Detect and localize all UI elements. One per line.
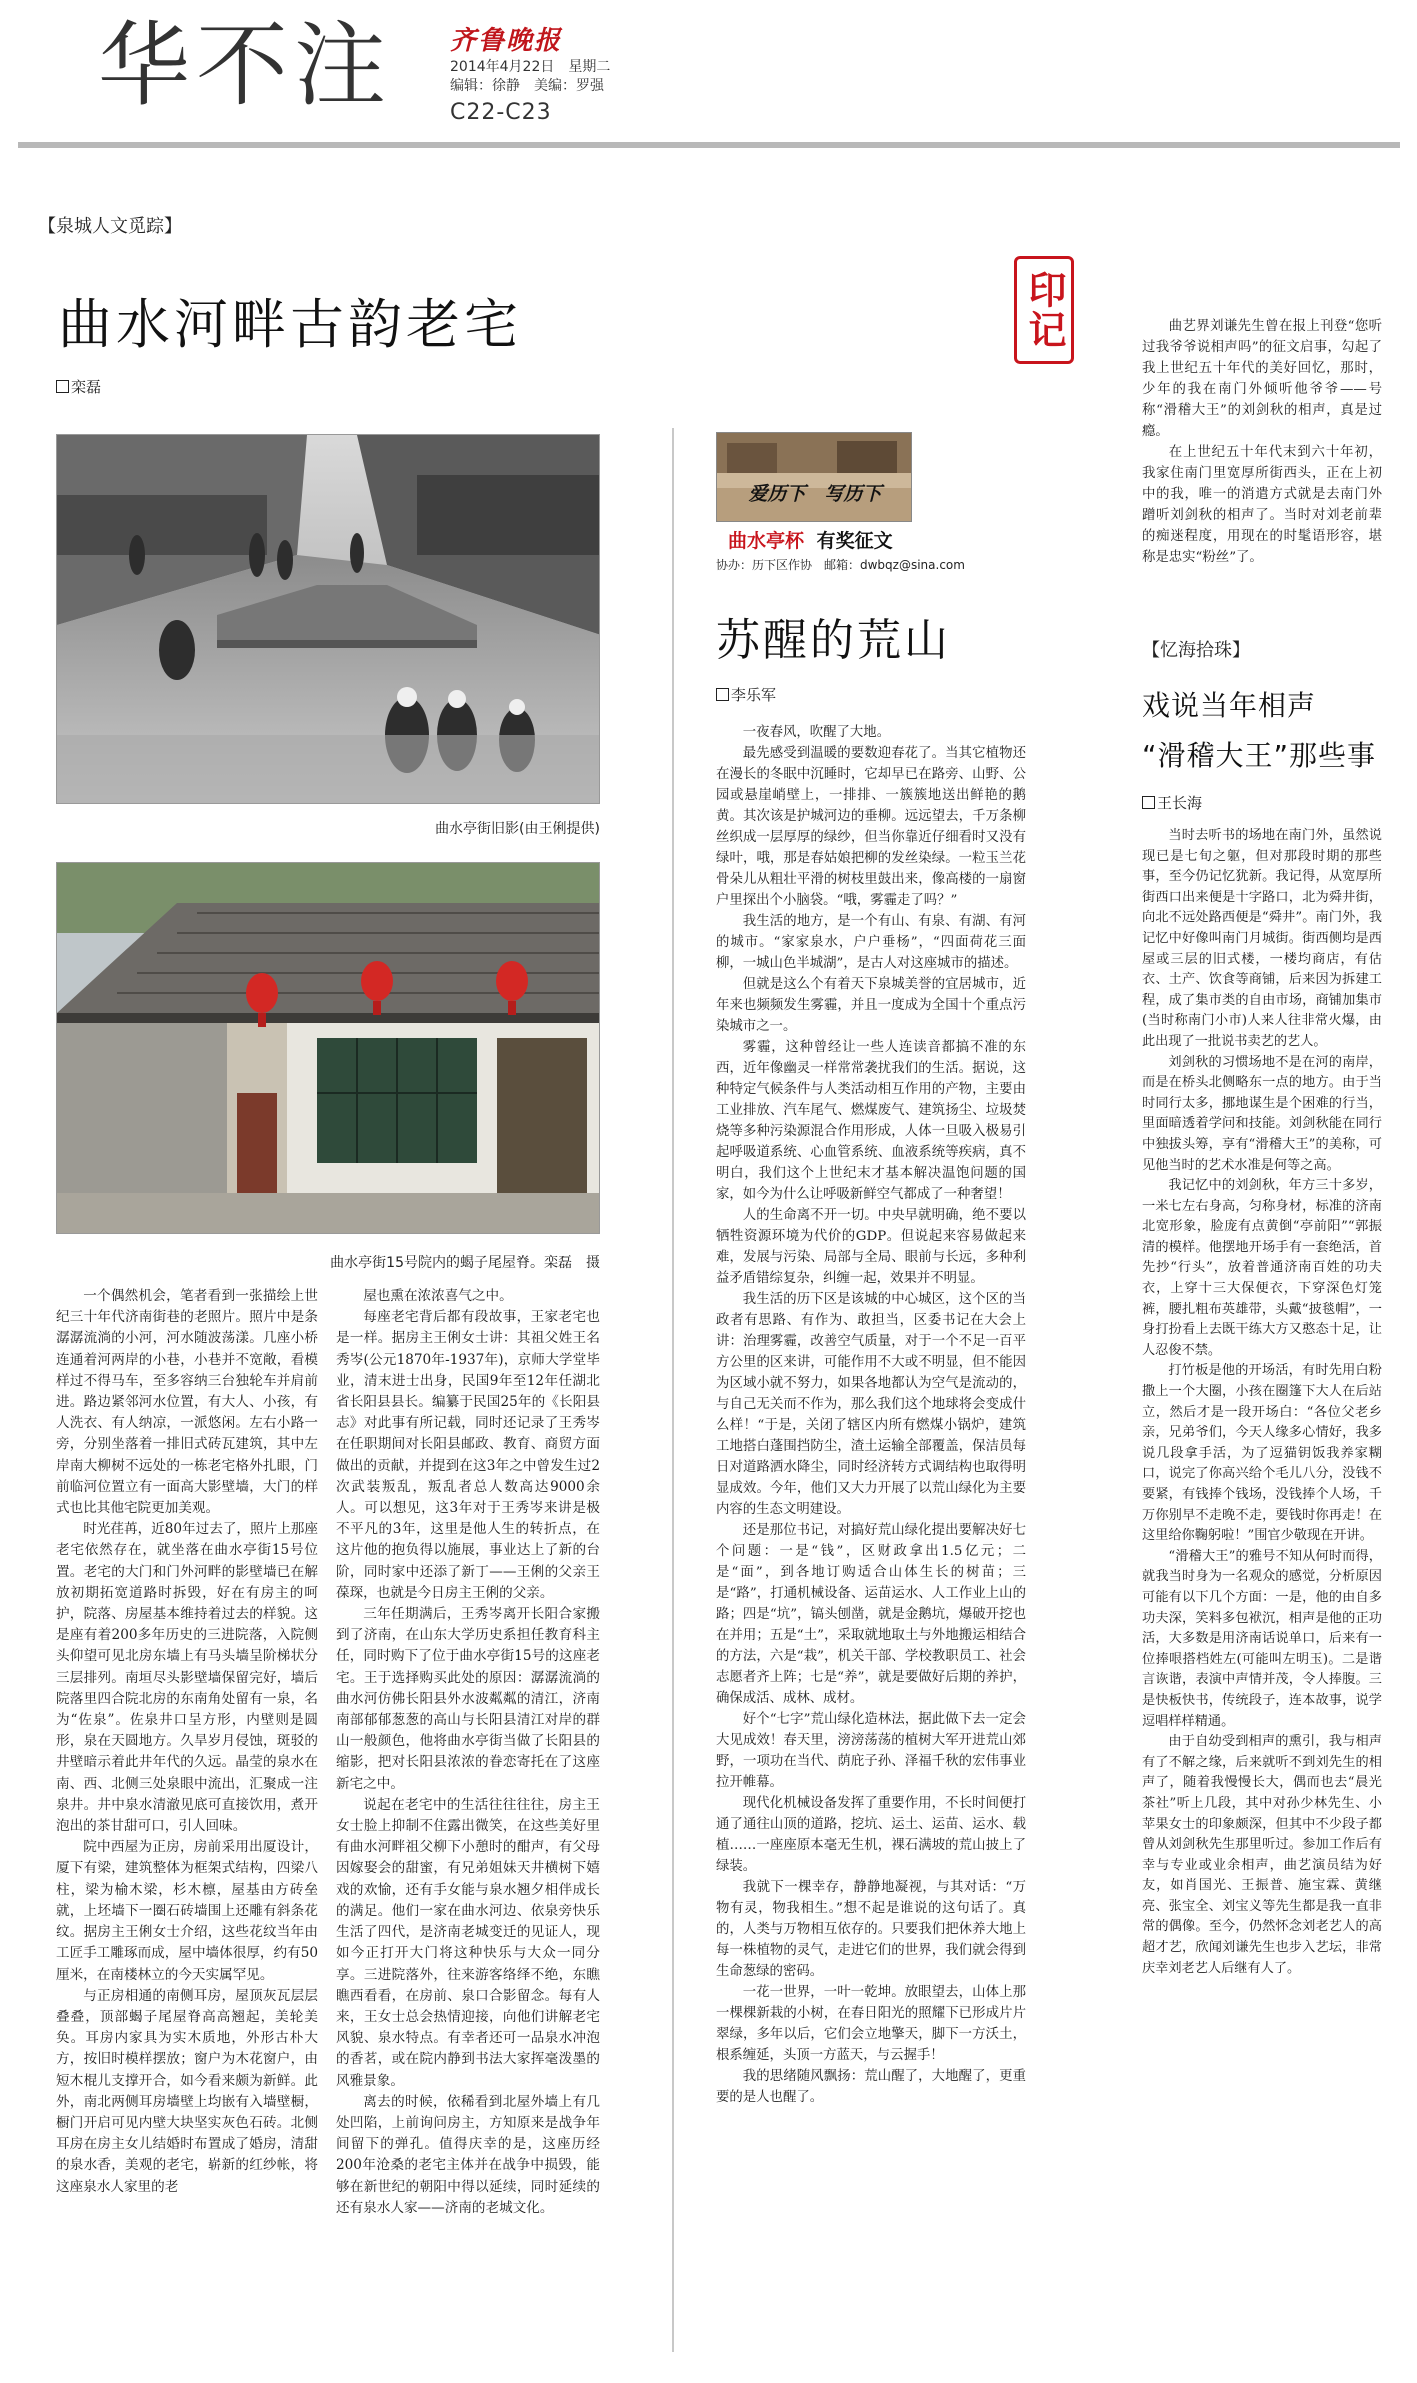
contest-title (728, 526, 893, 553)
article2-title: 苏醒的荒山 (716, 615, 951, 666)
page-numbers: C22-C23 (450, 100, 552, 125)
article3-column-tag: 【忆海拾珠】 (1142, 640, 1250, 661)
article3-paragraph: 我记忆中的刘剑秋，年方三十多岁，一米七左右身高，匀称身材，标准的济南北宽形象，脸庞有点黄倒“亭前阳”“郭振清的模样。他摆地开场手有一套绝活，首先抄“行头”，放着普通济南百姓的功夫衣，上穿十三大保便衣，下穿深色灯笼裤，腰扎粗布英雄带，头戴“披毯帽”，一身打扮看上去既干练大方又憨态十足，让人忍俊不禁。 (1142, 1178, 1382, 1358)
designer-credit: 美编：罗强 (534, 78, 604, 94)
editor-credit: 编辑：徐静 (450, 78, 520, 94)
article1-col2-paragraph: 三年任期满后，王秀岑离开长阳合家搬到了济南，在山东大学历史系担任教育科主任，同时购下了位于曲水亭街15号的这座老宅。王于选择购买此处的原因：潺潺流淌的曲水河仿佛长阳县外水波粼粼的清江，济南南部郁郁葱葱的高山与长阳县清江对岸的群山一般颜色，他将曲水亭街当做了长阳县的缩影，把对长阳县浓浓的眷恋寄托在了这座新宅之中。 (336, 1606, 600, 1792)
article3-intro-paragraph: 在上世纪五十年代末到六十年初，我家住南门里宽厚所街西头，正在上初中的我，唯一的消遣方式就是去南门外蹭听刘剑秋的相声了。当时对刘老前辈的痴迷程度，用现在的时髦语形容，堪称是忠实“粉丝”了。 (1142, 445, 1382, 565)
article3-paragraph: “滑稽大王”的雅号不知从何时而得，就我当时身为一名观众的感觉，分析原因可能有以下几个方面：一是，他的由自多功夫深，笑料多包袱沉，相声是他的正功活，大多数是用济南话说单口，后来有一位捧哏搭档姓左(可能叫左明玉)。二是谐言诙谐，表演中声情并茂，令人捧腹。三是快板快书，传统段子，连本故事，说学逗唱样样精通。 (1142, 1548, 1382, 1729)
article3-column-1 (1142, 826, 1382, 2352)
contest-slogan: 爱历下 写历下 (748, 483, 882, 505)
old-street-photo-image (57, 435, 600, 804)
article1-col1-paragraph: 院中西屋为正房，房前采用出厦设计，厦下有梁，建筑整体为框架式结构，四梁八柱，梁为榆木梁，杉木檩，屋基由方砖垒就，上坯墙下一圈石砖墙围上还雕有斜条花纹。据房主王俐女士介绍，这些花纹当年由工匠手工雕琢而成，屋中墙体很厚，约有50厘米，在南楼林立的今天实属罕见。 (56, 1839, 318, 1983)
section-title: 华不注 (98, 12, 393, 119)
article3-paragraph: 刘剑秋的习惯场地不是在河的南岸，而是在桥头北侧略东一点的地方。由于当时同行太多，挪地谋生是个困难的行当，里面暗透着学问和技能。刘剑秋能在同行中独拔头筹，享有“滑稽大王”的美称，可见他当时的艺术水准是何等之高。 (1142, 1054, 1382, 1173)
article1-col2-paragraph: 屋也熏在浓浓喜气之中。 (363, 1288, 513, 1304)
article1-byline: 栾磊 (56, 376, 101, 397)
article2-paragraph: 人的生命离不开一切。中央早就明确，绝不要以牺牲资源环境为代价的GDP。但说起来容易做起来难，发展与污染、局部与全局、眼前与长远，多种利益矛盾错综复杂，纠缠一起，效果并不明显。 (716, 1208, 1026, 1286)
article2-paragraph: 我生活的地方，是一个有山、有泉、有湖、有河的城市。“家家泉水，户户垂杨”，“四面荷花三面柳，一城山色半城湖”，是古人对这座城市的描述。 (716, 914, 1026, 971)
contest-banner-image (717, 433, 912, 522)
article3-intro-paragraph: 曲艺界刘谦先生曾在报上刊登“您听过我爷爷说相声吗”的征文启事，勾起了我上世纪五十年代的美好回忆，那时，少年的我在南门外倾听他爷爷——号称“滑稽大王”的刘剑秋的相声，真是过瘾。 (1142, 319, 1382, 439)
column-divider (672, 428, 674, 2352)
article1-photo-courtyard (56, 862, 600, 1234)
article3-paragraph: 打竹板是他的开场活，有时先用白粉撒上一个大圈，小孩在圈篷下大人在后站立，然后才是一段开场白：“各位父老乡亲，兄弟爷们，今天人缘多心情好，我多说几段拿手活，为了逗猫钥饭我养家糊口，说完了你高兴给个毛儿八分，没钱不要紧，有钱捧个钱场，没钱捧个人场，千万你别早不走晚不走，要钱时你再走！在这里给你鞠躬啦！”围官少敬现在开讲。 (1142, 1363, 1382, 1544)
article2-byline: 李乐军 (716, 684, 776, 705)
article2-paragraph: 一夜春风，吹醒了大地。 (742, 725, 891, 740)
article1-col1-paragraph: 一个偶然机会，笔者看到一张描绘上世纪三十年代济南街巷的老照片。照片中是条潺潺流淌的小河，河水随波荡漾。几座小桥连通着河两岸的小巷，小巷并不宽敞，看模样过不得马车，至多容纳三台独轮车并肩前进。路边紧邻河水位置，有大人、小孩，有人洗衣、有人纳凉，一派悠闲。左右小路一旁，分别坐落着一排旧式砖瓦建筑，其中左岸南大柳树不远处的一栋老宅格外扎眼，门前临河位置立有一面高大影壁墙，大门的样式也比其他宅院更加美观。 (56, 1288, 318, 1517)
stamp-text: 印记 (1022, 270, 1067, 350)
article2-paragraph: 还是那位书记，对搞好荒山绿化提出要解决好七个问题：一是“钱”，区财政拿出1.5亿元；二是“面”，到各地订购适合山体生长的树苗；三是“路”，打通机械设备、运苗运水、人工作业上山的路；四是“坑”，镐头刨凿，就是金鹅坑，爆破开挖也在并用；五是“土”，采取就地取土与外地搬运相结合的方法，六是“栽”，机关干部、学校教职员工、社会志愿者齐上阵；七是“养”，就是要做好后期的养护，确保成活、成林、成材。 (716, 1523, 1026, 1706)
article1-col1-paragraph: 时光荏苒，近80年过去了，照片上那座老宅依然存在，就坐落在曲水亭街15号位置。老宅的大门和门外河畔的影壁墙已在解放初期拓宽道路时拆毁，好在有房主的呵护，院落、房屋基本维持着过去的样貌。这是座有着200多年历史的三进院落，入院侧头仰望可见北房东墙上有马头墙呈阶梯状分三层排列。南垣尽头影壁墙保留完好，墙后院落里四合院北房的东南角处留有一泉，名为“佐泉”。佐泉井口呈方形，内壁则是圆形，泉在天圆地方。久旱岁月侵蚀，斑驳的井壁暗示着此井年代的久远。晶莹的泉水在南、西、北侧三处泉眼中流出，汇聚成一注泉井。井中泉水清澈见底可直接饮用，煮开泡出的茶甘甜可口，引人回味。 (56, 1521, 318, 1835)
article2-paragraph: 我生活的历下区是该城的中心城区，这个区的当政者有思路、有作为、敢担当，区委书记在大会上讲：治理雾霾，改善空气质量，对于一个不足一百平方公里的区来讲，可能作用不大或不明显，但不能因为区域小就不努力，如果各地都认为空气是流动的，与自己无关而不作为，那么我们这个地球将会变成什么样！“于是，关闭了辖区内所有燃煤小锅炉，建筑工地搭白蓬围挡防尘，渣土运输全部覆盖，保洁员每日对道路洒水降尘，同时经济转方式调结构也取得明显成效。今年，他们又大力开展了以荒山绿化为主要内容的生态文明建设。 (716, 1292, 1026, 1517)
contest-suffix: 有奖征文 (816, 530, 893, 552)
article1-col2-paragraph: 说起在老宅中的生活往往往往，房主王女士脸上抑制不住露出微笑，在这些美好里有曲水河畔祖父柳下小憩时的酣声，有父母因嫁娶会的甜蜜，有兄弟姐妹天井横树下嬉戏的欢愉，还有手女能与泉水翘夕相伴成长的满足。他们一家在曲水河边、依泉旁快乐生活了四代，是济南老城变迁的见证人，现如今正打开大门将这种快乐与大众一同分享。三进院落外，往来游客络绎不绝，东瞧瞧西看看，在房前、泉口合影留念。每有人来，王女士总会热情迎接，向他们讲解老宅风貌、泉水特点。有幸者还可一品泉水冲泡的香茗，或在院内静到书法大家挥毫泼墨的风雅景象。 (336, 1796, 600, 2089)
article3-byline: 王长海 (1142, 792, 1202, 813)
article3-title-line1: 戏说当年相声 (1142, 689, 1317, 722)
issue-weekday: 星期二 (568, 59, 611, 75)
contest-banner (716, 432, 912, 522)
article1-col1-paragraph: 与正房相通的南侧耳房，屋顶灰瓦层层叠叠，顶部蝎子尾屋脊高高翘起，美轮美奂。耳房内家具为实木质地，外形古朴大方，按旧时模样摆放；窗户为木花窗户，由短木棍儿支撑开合，如今看来颇为新鲜。此外，南北两侧耳房墙壁上均嵌有入墙壁橱，橱门开启可见内壁大块坚实灰色石砖。北侧耳房在房主女儿结婚时布置成了婚房，清甜的泉水香，美观的老宅，崭新的红纱帐，将这座泉水人家里的老 (56, 1987, 318, 2195)
contest-name: 曲水亭杯 (728, 530, 805, 552)
article2-paragraph: 但就是这么个有着天下泉城美誉的宜居城市，近年来也频频发生雾霾，并且一度成为全国十个重点污染城市之一。 (716, 977, 1026, 1034)
stamp-seal (1014, 256, 1074, 364)
article1-title: 曲水河畔古韵老宅 (58, 293, 522, 356)
article1-col2-paragraph: 离去的时候，依稀看到北屋外墙上有几处凹陷，上前询问房主，方知原来是战争年间留下的弹孔。值得庆幸的是，这座历经200年沧桑的老宅主体并在战争中损毁，能够在新世纪的朝阳中得以延续，同时延续的还有泉水人家——济南的老城文化。 (336, 2093, 600, 2216)
article3-intro (1142, 316, 1382, 616)
issue-date: 2014年4月22日 (450, 59, 555, 75)
courtyard-photo-image (57, 863, 600, 1234)
article2-paragraph: 最先感受到温暖的要数迎春花了。当其它植物还在漫长的冬眠中沉睡时，它却早已在路旁、山野、公园或悬崖峭壁上，一排排、一簇簇地送出鲜艳的鹅黄。其次该是护城河边的垂柳。远远望去，千万条柳丝织成一层厚厚的绿纱，但当你靠近仔细看时又没有绿叶，哦，那是春姑娘把柳的发丝染绿。一粒玉兰花骨朵儿从粗壮平滑的树枝里鼓出来，像高楼的一扇窗户里探出个小脑袋。“哦，雾霾走了吗？” (716, 746, 1026, 908)
article1-column-1 (56, 1286, 318, 2352)
article1-photo1-caption: 曲水亭街旧影(由王俐提供) (435, 821, 600, 837)
article2-paragraph: 我的思绪随风飘扬：荒山醒了，大地醒了，更重要的是人也醒了。 (716, 2069, 1026, 2105)
masthead-rule (18, 142, 1400, 148)
article2-paragraph: 雾霾，这种曾经让一些人连读音都搞不准的东西，近年像幽灵一样常常袭扰我们的生活。据说，这种特定气候条件与人类活动相互作用的产物，主要由工业排放、汽车尾气、燃煤废气、建筑扬尘、垃圾焚烧等多种污染源混合作用形成，人体一旦吸入极易引起呼吸道系统、心血管系统、血液系统等疾病，真不明白，我们这个上世纪末才基本解决温饱问题的国家，如今为什么让呼吸新鲜空气都成了一种奢望！ (716, 1040, 1026, 1202)
article1-photo-old-street (56, 434, 600, 804)
article3-paragraph: 由于自幼受到相声的熏引，我与相声有了不解之缘，后来就听不到刘先生的相声了，随着我慢慢长大，偶而也去“晨光茶社”听上几段，其中对孙少林先生、小苹果女士的印象颇深，但其中不少段子都曾从刘剑秋先生那里听过。参加工作后有幸与专业或业余相声，曲艺演员结为好友，如肖国光、王振普、施宝霖、黄继亮、张宝全、刘宝义等先生都是我一直非常的偶像。至今，仍然怀念刘老艺人的高超才艺，欣闻刘谦先生也步入艺坛，非常庆幸刘老艺人后继有人了。 (1142, 1734, 1382, 1976)
article2-paragraph: 一花一世界，一叶一乾坤。放眼望去，山体上那一棵棵新栽的小树，在春日阳光的照耀下已形成片片翠绿，多年以后，它们会立地擎天，脚下一方沃土，根系缠延，头顶一方蓝天，与云握手！ (716, 1985, 1026, 2063)
article3-title-line2: “滑稽大王”那些事 (1142, 739, 1377, 772)
article1-photo2-caption: 曲水亭街15号院内的蝎子尾屋脊。栾磊 摄 (330, 1255, 600, 1271)
article1-column-tag: 【泉城人文觅踪】 (38, 216, 182, 237)
article2-paragraph: 现代化机械设备发挥了重要作用，不长时间便打通了通往山顶的道路，挖坑、运土、运苗、运水、载植……一座座原本毫无生机，裸石满坡的荒山披上了绿装。 (716, 1796, 1026, 1874)
newspaper-logo: 齐鲁晚报 (450, 26, 563, 56)
article2-paragraph: 好个“七字”荒山绿化造林法，据此做下去一定会大见成效！春天里，滂滂荡荡的植树大军开进荒山郊野，一项功在当代、荫庇子孙、泽福千秋的宏伟事业拉开帷幕。 (716, 1712, 1026, 1790)
contest-cosponsor: 协办：历下区作协 邮箱：dwbqz@sina.com (716, 558, 965, 572)
article1-column-2 (336, 1286, 600, 2352)
masthead-meta (450, 58, 610, 96)
article3-paragraph: 当时去听书的场地在南门外，虽然说现已是七旬之躯，但对那段时期的那些事，至今仍记忆犹新。我记得，从宽厚所街西口出来便是十字路口，北为舜井街，向北不远处路西便是“舜井”。南门外，我记忆中好像叫南门月城街。街西侧均是西屋或三层的旧式楼，一楼均商店，有估衣、土产、饮食等商铺，后来因为拆建工程，成了集市类的自由市场，商铺加集市(当时称南门小市)人来人往非常火爆，由此出现了一批说书卖艺的艺人。 (1142, 828, 1382, 1049)
article1-col2-paragraph: 每座老宅背后都有段故事，王家老宅也是一样。据房主王俐女士讲：其祖父姓王名秀岑(公元1870年-1937年)，京师大学堂毕业，清末进士出身，民国9年至12年任湖北省长阳县县长。编纂于民国25年的《长阳县志》对此事有所记载，同时还记录了王秀岑在任职期间对长阳县邮政、教育、商贸方面做出的贡献，并提到在这3年之中曾发生过2次武装叛乱，叛乱者总人数高达9000余人。可以想见，这3年对于王秀岑来讲是极不平凡的3年，这里是他人生的转折点，在这片他的抱负得以施展，事业达上了新的台阶，同时家中还添了新丁——王俐的父亲王葆琛，也就是今日房主王俐的父亲。 (336, 1309, 600, 1601)
article2-column-1 (716, 722, 1026, 2352)
article2-paragraph: 我就下一棵幸存，静静地凝视，与其对话：“万物有灵，物我相生。”想不起是谁说的这句话了。真的，人类与万物相互依存的。只要我们把休养大地上每一株植物的灵气，走进它们的世界，我们就会得到生命葱绿的密码。 (716, 1880, 1026, 1979)
